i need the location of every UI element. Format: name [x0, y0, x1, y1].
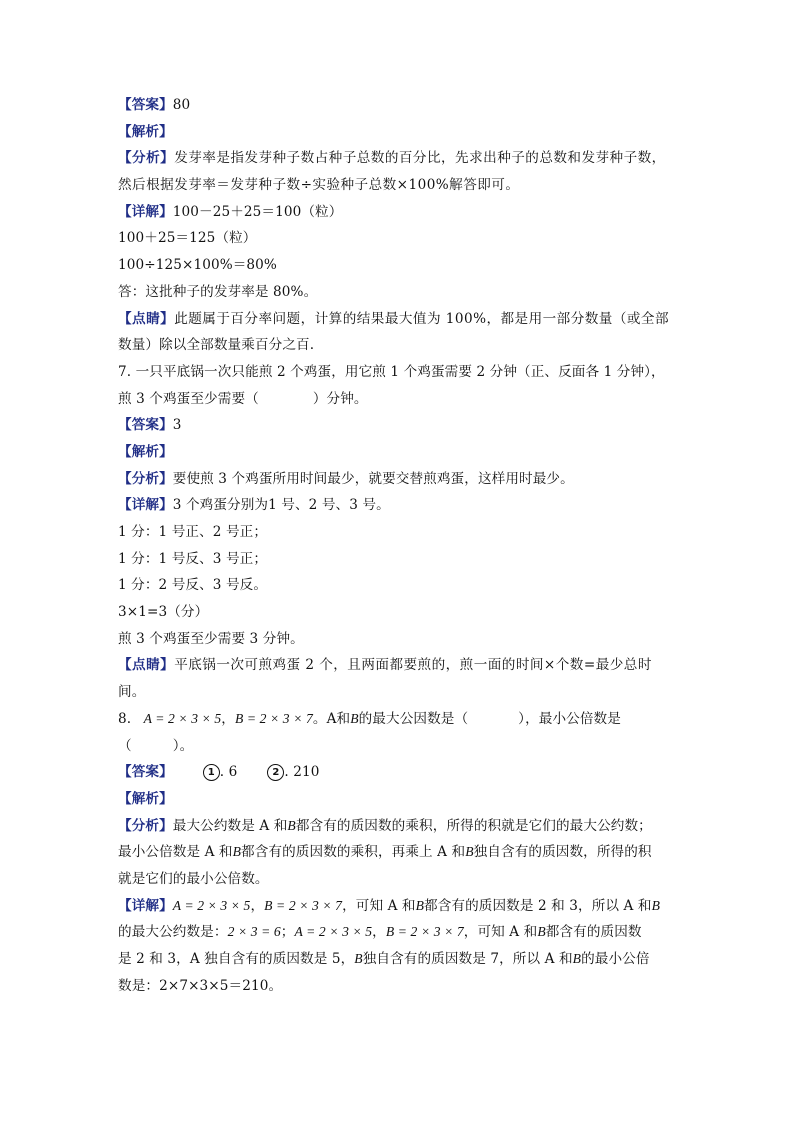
- q8-detail-line-4: [118, 973, 678, 1000]
- q6-detail-line-3: [118, 252, 678, 279]
- q7-detail-text-3: 1 分：1 号反、3 号正；: [118, 550, 268, 567]
- q8-and: 和: [336, 710, 351, 727]
- q7-detail-text-4: 1 分：2 号反、3 号反。: [118, 577, 268, 594]
- q8-var-b: B: [415, 897, 425, 913]
- q8-fenxi-text-2b: 都含有的质因数的乘积，再乘上 A 和: [241, 844, 466, 861]
- q8-detail-expr-a: A = 2 × 3 × 5: [172, 897, 251, 913]
- q6-detail-line-1: [118, 199, 678, 226]
- dianjing-label: 【点睛】: [118, 657, 175, 674]
- q6-fenxi-line-2: [118, 172, 678, 199]
- q7-detail-line-1: [118, 492, 678, 519]
- detail-label: 【详解】: [118, 203, 173, 220]
- q7-dianjing-line-2: [118, 679, 678, 706]
- q8-stem-mid: 的最大公因数是（: [358, 710, 469, 727]
- q7-detail-text-6: 煎 3 个鸡蛋至少需要 3 分钟。: [118, 630, 304, 647]
- q8-detail-text-2a: 的最大公约数是：: [118, 924, 228, 941]
- q8-detail-line-2: [118, 919, 678, 946]
- q8-detail-expr-gcd: 2 × 3 = 6: [227, 924, 281, 940]
- q8-fenxi-line-2: [118, 839, 678, 866]
- q7-dianjing-text-1: 平底锅一次可煎鸡蛋 2 个，且两面都要煎的，煎一面的时间×个数=最少总时: [174, 657, 652, 674]
- q8-fenxi-text-2c: 独自含有的质因数，所得的积: [473, 844, 652, 861]
- q8-detail-expr-a2: A = 2 × 3 × 5: [294, 924, 373, 940]
- q7-stem-text-2a: 煎 3 个鸡蛋至少需要（: [118, 390, 259, 407]
- q8-detail-expr-b2: B = 2 × 3 × 7: [385, 924, 464, 940]
- q8-comma: ，: [250, 897, 265, 914]
- q7-detail-line-4: [118, 572, 678, 599]
- answer-label: 【答案】: [118, 97, 173, 113]
- q8-expr-b: B = 2 × 3 × 7: [234, 710, 313, 726]
- q6-dianjing-line-2: [118, 332, 678, 359]
- q6-detail-text-4: 答：这批种子的发芽率是 80%。: [118, 283, 318, 300]
- q6-dianjing-text-2: 数量）除以全部数量乘百分之百.: [118, 337, 315, 354]
- q8-stem-line-1: [118, 706, 678, 733]
- analysis-label: 【解析】: [118, 123, 173, 140]
- q8-var-b: B: [354, 951, 363, 966]
- q8-stem-line-2: [118, 733, 678, 760]
- q6-dianjing-line-1: [118, 306, 678, 333]
- q8-detail-text-3a: 是 2 和 3，A 独自含有的质因数是 5，: [118, 951, 355, 967]
- q7-dianjing-line-1: [118, 652, 678, 679]
- q6-answer-line: [118, 92, 678, 119]
- detail-label: 【详解】: [118, 897, 173, 914]
- q8-var-b: B: [572, 951, 582, 966]
- q7-answer-line: [118, 412, 678, 439]
- dianjing-label: 【点睛】: [118, 310, 175, 327]
- q8-fenxi-text-1b: 都含有的质因数的乘积，所得的积就是它们的最大公约数；: [295, 817, 652, 834]
- q6-answer: 80: [172, 97, 191, 113]
- q8-fenxi-line-3: [118, 866, 678, 893]
- q6-detail-line-2: [118, 225, 678, 252]
- q8-answer-1: . 6: [219, 764, 238, 781]
- q8-detail-text-2c: 都含有的质因数: [545, 924, 642, 941]
- q8-expr-a: A = 2 × 3 × 5: [143, 710, 222, 726]
- q7-detail-text-1: 3 个鸡蛋分别为1 号、2 号、3 号。: [172, 497, 390, 514]
- analysis-label: 【解析】: [118, 790, 173, 807]
- q7-stem-line-1: [118, 359, 678, 386]
- q8-detail-semicolon: ；: [280, 924, 295, 941]
- q8-comma: ，: [221, 710, 235, 727]
- q8-fenxi-text-2a: 最小公倍数是 A 和: [118, 844, 233, 861]
- answer-1-circle-mark: 1: [203, 764, 220, 781]
- q8-detail-expr-b: B = 2 × 3 × 7: [264, 897, 343, 913]
- q8-detail-line-3: [118, 946, 678, 973]
- q8-var-b: B: [287, 817, 296, 833]
- q8-fenxi-text-3: 就是它们的最小公倍数。: [118, 870, 269, 887]
- fenxi-label: 【分析】: [118, 470, 173, 487]
- q8-analysis-line: [118, 786, 678, 813]
- detail-label: 【详解】: [118, 497, 173, 514]
- q7-analysis-line: [118, 439, 678, 466]
- fenxi-label: 【分析】: [118, 150, 175, 167]
- q6-detail-line-4: [118, 279, 678, 306]
- q7-stem-line-2: [118, 386, 678, 413]
- q8-var-a: A: [326, 710, 337, 727]
- q8-detail-text-1b: 都含有的质因数是 2 和 3，所以 A 和: [424, 897, 652, 914]
- document-page: [118, 92, 678, 999]
- q6-detail-text-1: 100－25＋25＝100（粒）: [172, 203, 343, 220]
- q6-detail-text-2: 100＋25＝125（粒）: [118, 230, 257, 247]
- q8-var-b: B: [232, 844, 242, 860]
- q8-detail-text-3b: 独自含有的质因数是 7，所以 A 和: [362, 951, 573, 967]
- q8-period: 。: [312, 710, 327, 727]
- q7-detail-line-5: [118, 599, 678, 626]
- answer-label: 【答案】: [118, 417, 173, 434]
- q8-var-b: B: [350, 710, 359, 726]
- q8-stem-text-2: （ ）。: [118, 737, 194, 754]
- q8-detail-text-1a: ，可知 A 和: [342, 897, 416, 914]
- q7-stem-text-2b: ）分钟。: [312, 390, 368, 407]
- q8-fenxi-line-1: [118, 813, 678, 840]
- q7-detail-text-2: 1 分：1 号正、2 号正；: [118, 524, 268, 540]
- q8-var-b: B: [537, 924, 546, 940]
- q7-detail-text-5: 3×1=3（分）: [118, 604, 209, 621]
- q7-stem-text-1: 7. 一只平底锅一次只能煎 2 个鸡蛋，用它煎 1 个鸡蛋需要 2 分钟（正、反面各 1 分钟），: [118, 363, 665, 380]
- analysis-label: 【解析】: [118, 443, 173, 460]
- q8-number: 8.: [118, 710, 132, 727]
- q6-fenxi-text-2: 然后根据发芽率＝发芽种子数÷实验种子总数×100%解答即可。: [118, 177, 520, 194]
- q6-dianjing-text-1: 此题属于百分率问题，计算的结果最大值为 100%，都是用一部分数量（或全部: [174, 310, 670, 327]
- q7-answer: 3: [172, 417, 182, 434]
- q8-detail-text-3c: 的最小公倍: [581, 951, 650, 967]
- fenxi-label: 【分析】: [118, 817, 173, 834]
- q8-detail-line-1: [118, 893, 678, 920]
- q7-fenxi-text: 要使煎 3 个鸡蛋所用时间最少，就要交替煎鸡蛋，这样用时最少。: [172, 470, 574, 487]
- q8-answer-2: . 210: [284, 764, 320, 781]
- q6-fenxi-line-1: [118, 145, 678, 172]
- q6-analysis-line: [118, 119, 678, 146]
- q8-stem-end: ），最小公倍数是: [518, 710, 621, 727]
- q7-detail-line-6: [118, 626, 678, 653]
- q8-fenxi-text-1a: 最大公约数是 A 和: [172, 817, 288, 834]
- q7-dianjing-text-2: 间。: [118, 684, 146, 701]
- q7-fenxi-line: [118, 466, 678, 493]
- answer-2-circle-mark: 2: [267, 764, 284, 781]
- q8-answer-line: [118, 759, 678, 786]
- q8-detail-text-4: 数是：2×7×3×5＝210。: [118, 977, 283, 994]
- q8-var-b: B: [651, 897, 660, 913]
- q8-detail-text-2b: ，可知 A 和: [463, 924, 538, 941]
- q6-fenxi-text-1: 发芽率是指发芽种子数占种子总数的百分比，先求出种子的总数和发芽种子数，: [174, 150, 666, 167]
- q7-detail-line-3: [118, 546, 678, 573]
- q7-detail-line-2: [118, 519, 678, 546]
- q6-detail-text-3: 100÷125×100%＝80%: [118, 257, 277, 274]
- q8-comma: ，: [372, 924, 386, 941]
- q8-var-b: B: [465, 844, 474, 860]
- answer-label: 【答案】: [118, 764, 173, 781]
